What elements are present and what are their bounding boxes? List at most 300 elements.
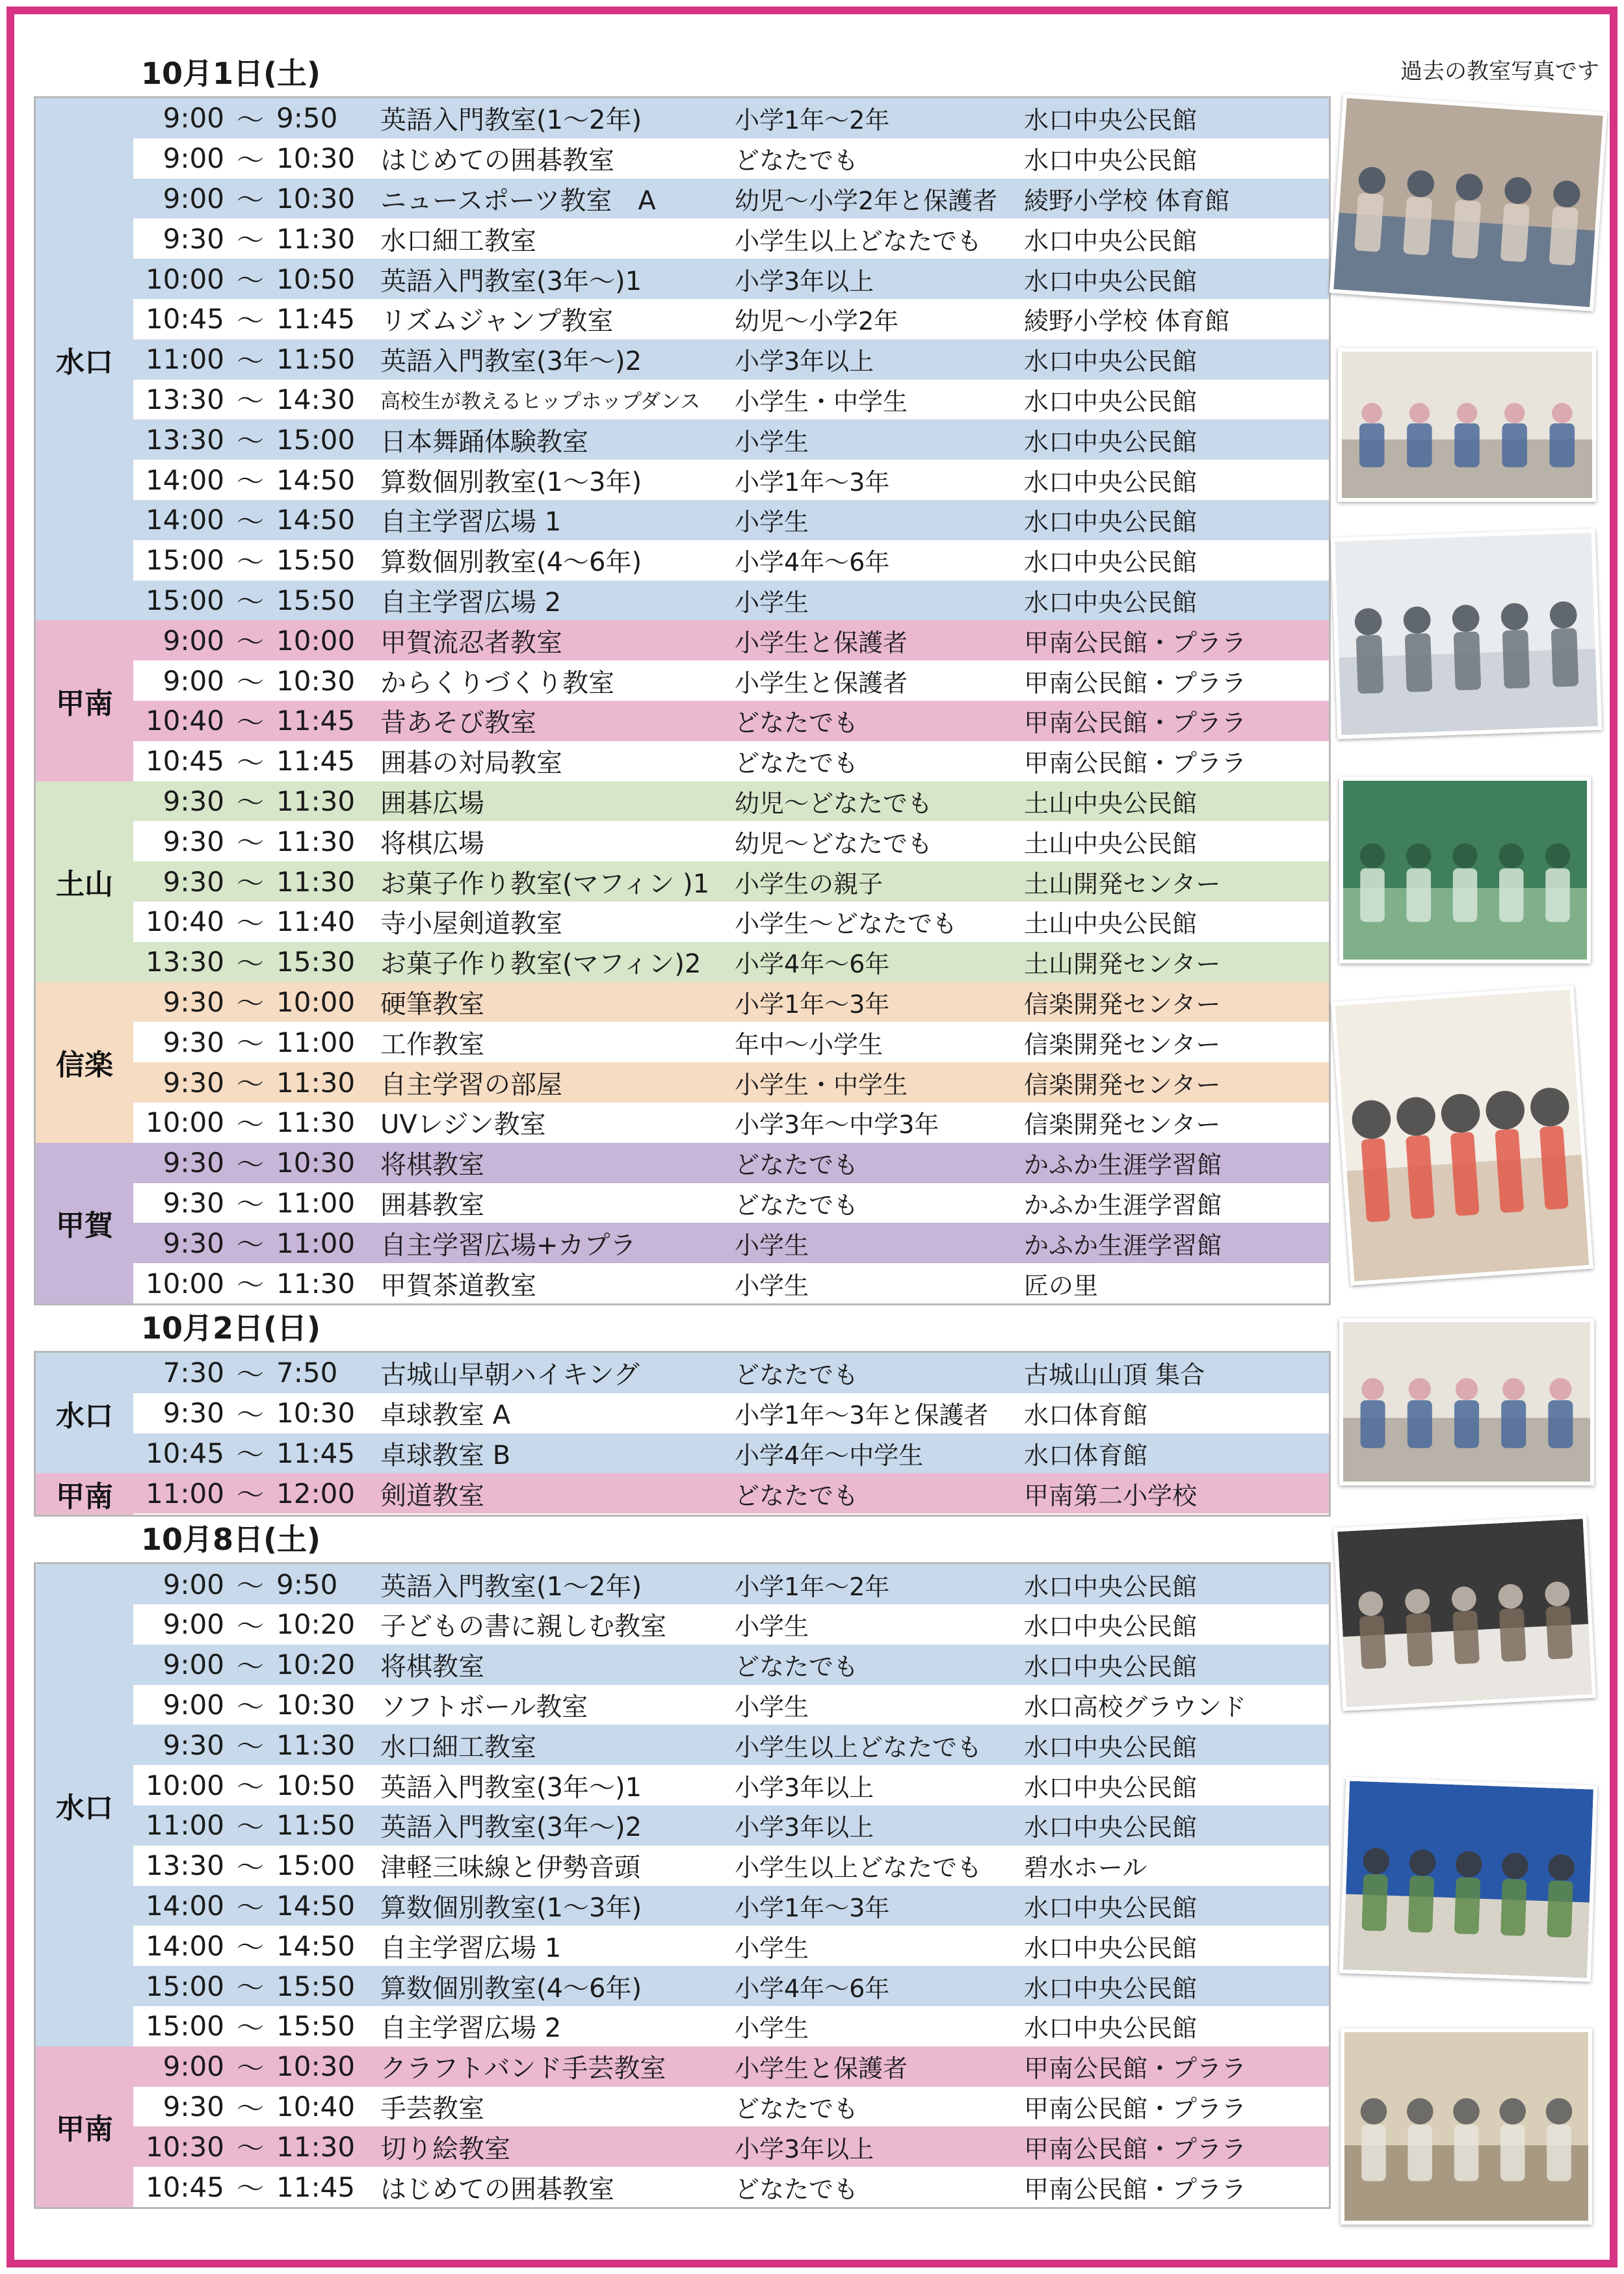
venue: 土山中央公民館 <box>1024 789 1198 818</box>
end-time: 14:50 <box>276 504 356 536</box>
class-name: 囲碁広場 <box>380 788 484 818</box>
area-label: 甲南 <box>36 1473 133 1515</box>
end-time: 7:50 <box>276 1357 338 1389</box>
table-row <box>133 460 1329 500</box>
end-time: 10:30 <box>276 664 356 697</box>
class-name: はじめての囲碁教室 <box>380 2174 614 2204</box>
start-time: 14:00 <box>145 504 224 536</box>
venue: 水口中央公民館 <box>1024 146 1198 176</box>
time-separator: ～ <box>236 827 264 859</box>
time-separator: ～ <box>236 545 264 578</box>
end-time: 14:30 <box>276 383 356 415</box>
table-row <box>133 1103 1329 1143</box>
venue: 水口中央公民館 <box>1024 1813 1198 1842</box>
class-name: 算数個別教室(1～3年) <box>380 467 642 497</box>
time-separator: ～ <box>236 1229 264 1261</box>
target-audience: どなたでも <box>735 2095 859 2124</box>
end-time: 11:30 <box>276 1729 356 1761</box>
class-name: 水口細工教室 <box>380 1732 536 1762</box>
end-time: 10:30 <box>276 1397 356 1430</box>
venue: 水口体育館 <box>1024 1441 1148 1470</box>
end-time: 11:45 <box>276 705 356 737</box>
table-row <box>133 2006 1329 2046</box>
target-audience: 小学生 <box>735 1271 809 1300</box>
table-row <box>133 620 1329 660</box>
photo-children-group <box>1338 348 1596 502</box>
end-time: 10:50 <box>276 263 356 295</box>
start-time: 10:45 <box>145 303 224 335</box>
start-time: 9:00 <box>163 102 224 135</box>
time-separator: ～ <box>236 1188 264 1221</box>
time-separator: ～ <box>236 1771 264 1803</box>
area-rows <box>133 781 1329 982</box>
schedule <box>34 51 1331 2209</box>
table-row <box>133 299 1329 339</box>
table-row <box>133 419 1329 460</box>
start-time: 11:00 <box>145 1477 224 1509</box>
venue: 綾野小学校 体育館 <box>1024 186 1230 215</box>
class-name: 将棋教室 <box>380 1652 484 1682</box>
time-separator: ～ <box>236 706 264 738</box>
time-separator: ～ <box>236 425 264 458</box>
time-separator: ～ <box>236 103 264 136</box>
venue: 水口中央公民館 <box>1024 508 1198 537</box>
photo-cards-game <box>1341 2028 1592 2225</box>
end-time: 11:30 <box>276 1106 356 1139</box>
class-name: 囲碁の対局教室 <box>380 748 562 779</box>
class-name: 卓球教室 B <box>380 1440 511 1470</box>
area-label: 甲南 <box>36 620 133 781</box>
start-time: 9:30 <box>163 1066 224 1099</box>
class-name: 子どもの書に親しむ教室 <box>380 1612 666 1642</box>
end-time: 15:50 <box>276 544 356 577</box>
schedule-table <box>34 1562 1331 2209</box>
start-time: 10:00 <box>145 1769 224 1801</box>
target-audience: 小学4年～6年 <box>735 950 890 979</box>
class-name: 囲碁教室 <box>380 1190 484 1220</box>
time-separator: ～ <box>236 1108 264 1140</box>
start-time: 9:00 <box>163 624 224 657</box>
start-time: 9:00 <box>163 182 224 215</box>
target-audience: 小学1年～3年 <box>735 989 890 1019</box>
start-time: 13:30 <box>145 423 224 456</box>
start-time: 10:45 <box>145 2171 224 2203</box>
time-separator: ～ <box>236 947 264 980</box>
start-time: 9:30 <box>163 785 224 817</box>
venue: 水口中央公民館 <box>1024 267 1198 296</box>
venue: 水口中央公民館 <box>1024 467 1198 497</box>
target-audience: どなたでも <box>735 1151 859 1180</box>
end-time: 11:30 <box>276 825 356 857</box>
venue: かふか生涯学習館 <box>1024 1231 1222 1260</box>
time-separator: ～ <box>236 2011 264 2044</box>
venue: 土山開発センター <box>1024 950 1221 979</box>
venue: 水口中央公民館 <box>1024 1572 1198 1601</box>
start-time: 9:00 <box>163 1689 224 1721</box>
target-audience: 小学生以上どなたでも <box>735 1732 982 1762</box>
venue: 水口中央公民館 <box>1024 1653 1198 1682</box>
target-audience: 小学1年～2年 <box>735 106 890 135</box>
table-row <box>133 1805 1329 1846</box>
end-time: 14:50 <box>276 1890 356 1922</box>
venue: 甲南公民館・プララ <box>1024 2054 1247 2084</box>
end-time: 10:30 <box>276 1689 356 1721</box>
target-audience: どなたでも <box>735 146 859 176</box>
venue: 匠の里 <box>1024 1271 1099 1300</box>
photo-children-lineup <box>1339 1318 1594 1485</box>
table-row <box>133 1886 1329 1926</box>
end-time: 10:30 <box>276 2050 356 2083</box>
time-separator: ～ <box>236 1269 264 1301</box>
start-time: 15:00 <box>145 544 224 577</box>
time-separator: ～ <box>236 2132 264 2165</box>
table-row <box>133 339 1329 380</box>
time-separator: ～ <box>236 586 264 618</box>
venue: 信楽開発センター <box>1024 1070 1221 1099</box>
class-name: 英語入門教室(3年～)2 <box>380 1812 642 1843</box>
start-time: 15:00 <box>145 584 224 616</box>
venue: 古城山山頂 集合 <box>1024 1361 1205 1390</box>
class-name: 工作教室 <box>380 1029 484 1060</box>
start-time: 9:30 <box>163 986 224 1018</box>
schedule-table <box>34 1351 1331 1517</box>
time-separator: ～ <box>236 1610 264 1642</box>
target-audience: どなたでも <box>735 749 859 778</box>
area-group <box>36 1143 1329 1303</box>
venue: 水口中央公民館 <box>1024 2014 1198 2043</box>
class-name: 剣道教室 <box>380 1480 484 1511</box>
start-time: 14:00 <box>145 1929 224 1962</box>
class-name: 自主学習広場+カプラ <box>380 1230 636 1261</box>
time-separator: ～ <box>236 1731 264 1763</box>
start-time: 10:45 <box>145 745 224 778</box>
start-time: 10:40 <box>145 705 224 737</box>
start-time: 9:30 <box>163 1397 224 1430</box>
time-separator: ～ <box>236 787 264 819</box>
table-row <box>133 1143 1329 1183</box>
area-rows <box>133 1143 1329 1303</box>
target-audience: どなたでも <box>735 1653 859 1682</box>
class-name: 算数個別教室(4～6年) <box>380 547 642 578</box>
schedule-date: 10月1日(土) <box>141 56 321 91</box>
table-row <box>133 138 1329 179</box>
venue: 土山中央公民館 <box>1024 829 1198 858</box>
venue: 信楽開発センター <box>1024 1110 1221 1140</box>
area-rows <box>133 1473 1329 1515</box>
target-audience: どなたでも <box>735 709 859 738</box>
table-row <box>133 1725 1329 1765</box>
venue: 信楽開発センター <box>1024 989 1221 1019</box>
venue: 水口中央公民館 <box>1024 548 1198 577</box>
class-name: 将棋教室 <box>380 1150 484 1181</box>
venue: かふか生涯学習館 <box>1024 1190 1222 1220</box>
class-name: 水口細工教室 <box>380 226 536 256</box>
table-row <box>133 982 1329 1023</box>
area-label: 甲賀 <box>36 1143 133 1303</box>
time-separator: ～ <box>236 1810 264 1843</box>
table-row <box>133 701 1329 741</box>
time-separator: ～ <box>236 385 264 417</box>
table-row <box>133 1473 1329 1513</box>
class-name: 卓球教室 A <box>380 1400 511 1431</box>
target-audience: 小学3年以上 <box>735 2134 874 2163</box>
end-time: 12:00 <box>276 1477 356 1509</box>
venue: 水口中央公民館 <box>1024 226 1198 255</box>
end-time: 14:50 <box>276 1929 356 1962</box>
target-audience: どなたでも <box>735 2175 859 2204</box>
start-time: 9:30 <box>163 1026 224 1058</box>
class-name: 手芸教室 <box>380 2094 484 2124</box>
end-time: 15:00 <box>276 1849 356 1882</box>
class-name: 寺小屋剣道教室 <box>380 909 562 939</box>
start-time: 7:30 <box>163 1357 224 1389</box>
time-separator: ～ <box>236 867 264 900</box>
target-audience: 小学4年～6年 <box>735 1974 890 2003</box>
table-row <box>133 500 1329 540</box>
table-row <box>133 1765 1329 1805</box>
venue: かふか生涯学習館 <box>1024 1151 1222 1180</box>
time-separator: ～ <box>236 465 264 498</box>
target-audience: 小学4年～6年 <box>735 548 890 577</box>
start-time: 11:00 <box>145 1809 224 1842</box>
target-audience: 小学3年以上 <box>735 267 874 296</box>
target-audience: 小学1年～3年と保護者 <box>735 1401 989 1430</box>
time-separator: ～ <box>236 987 264 1020</box>
time-separator: ～ <box>236 304 264 337</box>
end-time: 10:20 <box>276 1608 356 1641</box>
time-separator: ～ <box>236 1479 264 1511</box>
end-time: 15:30 <box>276 946 356 978</box>
table-row <box>133 902 1329 942</box>
table-row <box>133 218 1329 259</box>
start-time: 9:00 <box>163 1568 224 1601</box>
time-separator: ～ <box>236 746 264 779</box>
start-time: 9:30 <box>163 1227 224 1259</box>
time-separator: ～ <box>236 666 264 699</box>
area-rows <box>133 1564 1329 2046</box>
target-audience: どなたでも <box>735 1190 859 1220</box>
start-time: 9:00 <box>163 142 224 175</box>
venue: 甲南公民館・プララ <box>1024 709 1247 738</box>
class-name: 日本舞踊体験教室 <box>380 426 588 457</box>
target-audience: 小学3年以上 <box>735 1813 874 1842</box>
area-label: 水口 <box>36 1564 133 2046</box>
target-audience: 小学生 <box>735 427 809 456</box>
target-audience: 小学生 <box>735 508 809 537</box>
venue: 土山開発センター <box>1024 869 1221 898</box>
target-audience: 幼児～どなたでも <box>735 789 933 818</box>
target-audience: 小学生 <box>735 1693 809 1722</box>
venue: 甲南公民館・プララ <box>1024 2175 1247 2204</box>
target-audience: 小学1年～2年 <box>735 1572 890 1601</box>
area-label: 水口 <box>36 98 133 620</box>
target-audience: 小学3年～中学3年 <box>735 1110 939 1140</box>
target-audience: 小学生以上どなたでも <box>735 1853 982 1883</box>
table-row <box>133 1604 1329 1645</box>
class-name: UVレジン教室 <box>380 1110 546 1140</box>
time-separator: ～ <box>236 1068 264 1101</box>
target-audience: 小学3年以上 <box>735 1773 874 1802</box>
time-separator: ～ <box>236 626 264 659</box>
class-name: 高校生が教えるヒップホップダンス <box>380 389 701 413</box>
photo-flower-craft <box>1339 1777 1597 1981</box>
venue: 水口中央公民館 <box>1024 1773 1198 1802</box>
venue: 甲南公民館・プララ <box>1024 2095 1247 2124</box>
class-name: ソフトボール教室 <box>380 1692 588 1723</box>
start-time: 10:00 <box>145 1106 224 1139</box>
end-time: 11:30 <box>276 785 356 817</box>
start-time: 9:30 <box>163 1186 224 1219</box>
venue: 甲南公民館・プララ <box>1024 749 1247 778</box>
area-rows <box>133 982 1329 1143</box>
class-name: 英語入門教室(3年～)1 <box>380 1772 642 1803</box>
start-time: 9:30 <box>163 1147 224 1179</box>
photo-craft-girl <box>1331 985 1593 1285</box>
class-name: はじめての囲碁教室 <box>380 146 614 176</box>
target-audience: 小学1年～3年 <box>735 467 890 497</box>
class-name: リズムジャンプ教室 <box>380 306 614 337</box>
start-time: 10:45 <box>145 1437 224 1469</box>
table-row <box>133 1062 1329 1103</box>
end-time: 11:30 <box>276 1066 356 1099</box>
target-audience: 小学生～どなたでも <box>735 909 958 939</box>
start-time: 15:00 <box>145 1970 224 2002</box>
area-group <box>36 1564 1329 2046</box>
venue: 甲南第二小学校 <box>1024 1481 1198 1510</box>
venue: 水口中央公民館 <box>1024 1974 1198 2003</box>
table-row <box>133 741 1329 781</box>
time-separator: ～ <box>236 1891 264 1924</box>
venue: 土山中央公民館 <box>1024 909 1198 939</box>
table-row <box>133 2087 1329 2127</box>
start-time: 10:00 <box>145 1267 224 1300</box>
venue: 水口中央公民館 <box>1024 1933 1198 1963</box>
end-time: 15:00 <box>276 423 356 456</box>
table-row <box>133 1183 1329 1223</box>
target-audience: 小学生・中学生 <box>735 1070 908 1099</box>
table-row <box>133 380 1329 420</box>
start-time: 11:00 <box>145 343 224 376</box>
area-group <box>36 1473 1329 1515</box>
table-row <box>133 2046 1329 2087</box>
table-row <box>133 1393 1329 1433</box>
class-name: 自主学習広場 1 <box>380 1933 562 1963</box>
start-time: 10:00 <box>145 263 224 295</box>
venue: 水口中央公民館 <box>1024 1732 1198 1762</box>
end-time: 11:30 <box>276 865 356 898</box>
class-name: お菓子作り教室(マフィン )1 <box>380 869 710 899</box>
time-separator: ～ <box>236 1931 264 1964</box>
end-time: 11:00 <box>276 1186 356 1219</box>
schedule-table <box>34 96 1331 1305</box>
end-time: 10:30 <box>276 142 356 175</box>
end-time: 11:45 <box>276 303 356 335</box>
table-row <box>133 821 1329 861</box>
venue: 水口中央公民館 <box>1024 588 1198 617</box>
time-separator: ～ <box>236 1398 264 1431</box>
target-audience: 小学生 <box>735 1231 809 1260</box>
area-group <box>36 620 1329 781</box>
end-time: 15:50 <box>276 584 356 616</box>
end-time: 11:50 <box>276 1809 356 1842</box>
time-separator: ～ <box>236 345 264 377</box>
venue: 水口中央公民館 <box>1024 1894 1198 1923</box>
time-separator: ～ <box>236 1851 264 1883</box>
table-row <box>133 259 1329 299</box>
venue: 水口体育館 <box>1024 1401 1148 1430</box>
end-time: 11:40 <box>276 906 356 938</box>
class-name: 英語入門教室(1～2年) <box>380 1571 642 1602</box>
end-time: 11:00 <box>276 1026 356 1058</box>
photo-shogi-class <box>1329 94 1607 311</box>
time-separator: ～ <box>236 144 264 176</box>
venue: 甲南公民館・プララ <box>1024 2134 1247 2163</box>
class-name: 自主学習広場 2 <box>380 587 562 618</box>
venue: 綾野小学校 体育館 <box>1024 307 1230 336</box>
end-time: 11:30 <box>276 222 356 255</box>
class-name: 甲賀流忍者教室 <box>380 627 562 658</box>
end-time: 11:00 <box>276 1227 356 1259</box>
start-time: 9:30 <box>163 1729 224 1761</box>
area-rows <box>133 2046 1329 2207</box>
area-group <box>36 98 1329 620</box>
end-time: 10:00 <box>276 986 356 1018</box>
start-time: 9:00 <box>163 664 224 697</box>
start-time: 14:00 <box>145 1890 224 1922</box>
end-time: 10:00 <box>276 624 356 657</box>
class-name: 将棋広場 <box>380 828 484 859</box>
start-time: 9:30 <box>163 2091 224 2123</box>
start-time: 9:30 <box>163 865 224 898</box>
start-time: 10:40 <box>145 906 224 938</box>
class-name: 昔あそび教室 <box>380 708 536 738</box>
table-row <box>133 581 1329 621</box>
start-time: 13:30 <box>145 1849 224 1882</box>
venue: 水口中央公民館 <box>1024 387 1198 416</box>
target-audience: 幼児～小学2年 <box>735 307 899 336</box>
table-row <box>133 1223 1329 1263</box>
venue: 水口中央公民館 <box>1024 106 1198 135</box>
venue: 甲南公民館・プララ <box>1024 628 1247 657</box>
class-name: 自主学習広場 2 <box>380 2013 562 2044</box>
target-audience: 年中～小学生 <box>735 1030 884 1059</box>
table-row <box>133 1353 1329 1393</box>
table-row <box>133 1263 1329 1303</box>
class-name: からくりづくり教室 <box>380 668 614 698</box>
time-separator: ～ <box>236 1148 264 1181</box>
start-time: 9:00 <box>163 1649 224 1681</box>
target-audience: 幼児～どなたでも <box>735 829 933 858</box>
end-time: 10:50 <box>276 1769 356 1801</box>
time-separator: ～ <box>236 224 264 257</box>
end-time: 14:50 <box>276 464 356 496</box>
area-label: 信楽 <box>36 982 133 1143</box>
start-time: 9:00 <box>163 2050 224 2083</box>
venue: 水口中央公民館 <box>1024 347 1198 376</box>
table-row <box>133 98 1329 138</box>
target-audience: 小学生以上どなたでも <box>735 226 982 255</box>
venue: 碧水ホール <box>1024 1853 1147 1883</box>
class-name: 算数個別教室(1～3年) <box>380 1893 642 1924</box>
table-row <box>133 1926 1329 1966</box>
target-audience: 小学生と保護者 <box>735 628 908 657</box>
photo-tennis <box>1339 777 1591 963</box>
start-time: 9:30 <box>163 222 224 255</box>
time-separator: ～ <box>236 1439 264 1471</box>
table-row <box>133 781 1329 822</box>
class-name: 英語入門教室(3年～)2 <box>380 346 642 377</box>
table-row <box>133 1685 1329 1725</box>
